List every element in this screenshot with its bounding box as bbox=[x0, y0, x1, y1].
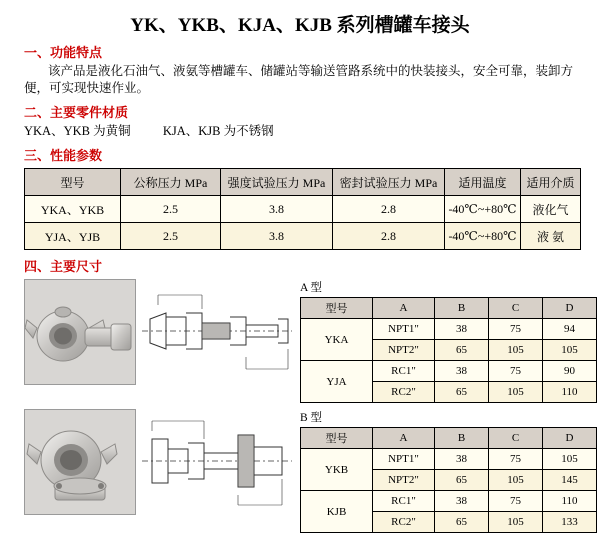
cell-model: YJA bbox=[301, 361, 373, 403]
dimension-table-b bbox=[300, 427, 597, 533]
section-heading-dimensions: 四、主要尺寸 bbox=[24, 259, 103, 274]
cell-b: 65 bbox=[435, 382, 489, 403]
dimension-table-a-wrap bbox=[300, 279, 597, 403]
cell-d: 133 bbox=[543, 512, 597, 533]
cell-c: 105 bbox=[489, 512, 543, 533]
cell-d: 90 bbox=[543, 361, 597, 382]
cell-strength-test-pressure: 3.8 bbox=[221, 223, 333, 250]
cell-model: YKA、YKB bbox=[25, 196, 121, 223]
cell-medium: 液 氨 bbox=[521, 223, 581, 250]
cell-b: 65 bbox=[435, 340, 489, 361]
cell-c: 105 bbox=[489, 340, 543, 361]
performance-table bbox=[24, 168, 581, 250]
table-row bbox=[301, 491, 597, 512]
col-c: C bbox=[489, 298, 543, 319]
cell-model: YKA bbox=[301, 319, 373, 361]
cell-c: 75 bbox=[489, 449, 543, 470]
cell-nominal-pressure: 2.5 bbox=[121, 223, 221, 250]
cell-a: NPT1" bbox=[373, 319, 435, 340]
table-row bbox=[25, 196, 581, 223]
cell-seal-test-pressure: 2.8 bbox=[333, 196, 445, 223]
table-row bbox=[301, 361, 597, 382]
cell-model: KJB bbox=[301, 491, 373, 533]
dimensions-row-b bbox=[8, 409, 592, 533]
features-body: 该产品是液化石油气、液氨等槽罐车、储罐站等输送管路系统中的快装接头，安全可靠，装卸方便，可实现快速作业。 bbox=[24, 64, 574, 95]
document-page bbox=[0, 10, 600, 526]
section-heading-materials: 二、主要零件材质 bbox=[24, 105, 129, 120]
col-b: B bbox=[435, 428, 489, 449]
col-medium: 适用介质 bbox=[521, 169, 581, 196]
cell-model: YJA、YJB bbox=[25, 223, 121, 250]
materials-right: KJA、KJB 为不锈钢 bbox=[162, 124, 274, 138]
technical-drawing-b bbox=[142, 409, 292, 513]
cell-d: 105 bbox=[543, 340, 597, 361]
cell-seal-test-pressure: 2.8 bbox=[333, 223, 445, 250]
col-a: A bbox=[373, 428, 435, 449]
cell-a: NPT2" bbox=[373, 470, 435, 491]
cell-c: 75 bbox=[489, 361, 543, 382]
product-photo-a bbox=[24, 279, 136, 385]
type-label-a: A 型 bbox=[300, 282, 323, 294]
cell-b: 38 bbox=[435, 491, 489, 512]
col-b: B bbox=[435, 298, 489, 319]
cell-b: 65 bbox=[435, 512, 489, 533]
col-d: D bbox=[543, 298, 597, 319]
section-heading-performance: 三、性能参数 bbox=[24, 148, 103, 163]
col-temperature: 适用温度 bbox=[445, 169, 521, 196]
cell-d: 94 bbox=[543, 319, 597, 340]
col-model: 型号 bbox=[301, 298, 373, 319]
cell-medium: 液化气 bbox=[521, 196, 581, 223]
dimension-table-a bbox=[300, 297, 597, 403]
cell-d: 145 bbox=[543, 470, 597, 491]
cell-d: 110 bbox=[543, 491, 597, 512]
technical-drawing-a bbox=[142, 279, 292, 383]
col-a: A bbox=[373, 298, 435, 319]
cell-a: RC2" bbox=[373, 382, 435, 403]
table-header-row bbox=[301, 428, 597, 449]
dimension-table-b-wrap bbox=[300, 409, 597, 533]
col-model: 型号 bbox=[25, 169, 121, 196]
cell-temperature: -40℃~+80℃ bbox=[445, 196, 521, 223]
cell-a: NPT1" bbox=[373, 449, 435, 470]
table-header-row bbox=[25, 169, 581, 196]
col-nominal-pressure: 公称压力 MPa bbox=[121, 169, 221, 196]
cell-c: 75 bbox=[489, 491, 543, 512]
cell-a: RC1" bbox=[373, 361, 435, 382]
cell-strength-test-pressure: 3.8 bbox=[221, 196, 333, 223]
cell-nominal-pressure: 2.5 bbox=[121, 196, 221, 223]
table-header-row bbox=[301, 298, 597, 319]
table-row bbox=[301, 319, 597, 340]
dimensions-row-a bbox=[8, 279, 592, 403]
cell-a: RC1" bbox=[373, 491, 435, 512]
col-seal-test-pressure: 密封试验压力 MPa bbox=[333, 169, 445, 196]
materials-line bbox=[24, 123, 592, 140]
cell-a: NPT2" bbox=[373, 340, 435, 361]
table-row bbox=[25, 223, 581, 250]
cell-b: 38 bbox=[435, 319, 489, 340]
type-label-b: B 型 bbox=[300, 412, 323, 424]
cell-d: 110 bbox=[543, 382, 597, 403]
cell-c: 105 bbox=[489, 382, 543, 403]
materials-left: YKA、YKB 为黄铜 bbox=[24, 124, 131, 138]
table-row bbox=[301, 449, 597, 470]
cell-c: 105 bbox=[489, 470, 543, 491]
product-photo-b bbox=[24, 409, 136, 515]
cell-d: 105 bbox=[543, 449, 597, 470]
cell-b: 38 bbox=[435, 361, 489, 382]
cell-b: 65 bbox=[435, 470, 489, 491]
section-heading-features: 一、功能特点 bbox=[24, 45, 103, 60]
col-d: D bbox=[543, 428, 597, 449]
cell-temperature: -40℃~+80℃ bbox=[445, 223, 521, 250]
cell-model: YKB bbox=[301, 449, 373, 491]
cell-c: 75 bbox=[489, 319, 543, 340]
cell-b: 38 bbox=[435, 449, 489, 470]
col-strength-test-pressure: 强度试验压力 MPa bbox=[221, 169, 333, 196]
page-title: YK、YKB、KJA、KJB 系列槽罐车接头 bbox=[130, 15, 470, 36]
cell-a: RC2" bbox=[373, 512, 435, 533]
col-c: C bbox=[489, 428, 543, 449]
col-model: 型号 bbox=[301, 428, 373, 449]
